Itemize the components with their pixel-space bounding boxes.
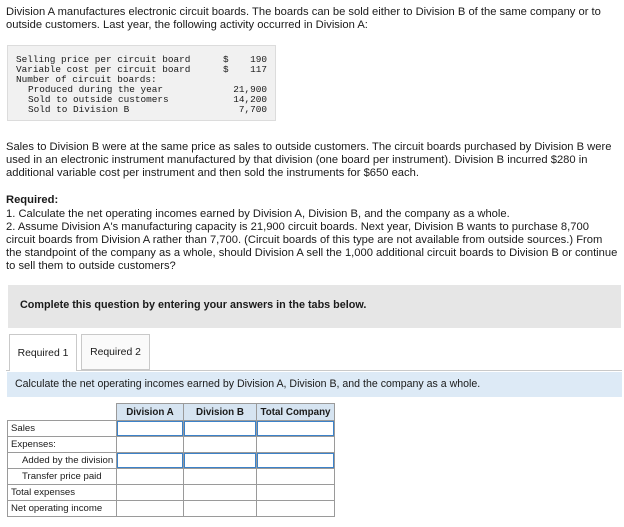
data-row-value: 117 bbox=[250, 64, 267, 76]
row-label: Transfer price paid bbox=[8, 469, 117, 485]
data-row-value: 14,200 bbox=[233, 94, 267, 106]
given-data-table bbox=[7, 45, 276, 121]
instruction-text: Calculate the net operating incomes earned by Division A, Division B, and the company as a whole. bbox=[15, 378, 481, 390]
sales-total-input[interactable] bbox=[257, 421, 334, 436]
transfer-division-b-cell[interactable] bbox=[184, 469, 257, 485]
empty-cell bbox=[117, 437, 184, 453]
data-row-label: Variable cost per circuit board bbox=[16, 64, 191, 76]
data-row-currency: $ bbox=[223, 54, 229, 65]
empty-cell bbox=[257, 437, 335, 453]
answer-row-noi bbox=[8, 501, 335, 517]
total-exp-division-a-cell[interactable] bbox=[117, 485, 184, 501]
complete-prompt: Complete this question by entering your answers in the tabs below. bbox=[20, 299, 367, 311]
answer-header-row bbox=[8, 404, 335, 421]
sales-total-cell[interactable] bbox=[257, 421, 335, 437]
noi-division-b-cell[interactable] bbox=[184, 501, 257, 517]
row-label: Sales bbox=[8, 421, 117, 437]
transfer-total-cell[interactable] bbox=[257, 469, 335, 485]
header-division-a: Division A bbox=[117, 404, 184, 421]
answer-row-transfer bbox=[8, 469, 335, 485]
added-total-input[interactable] bbox=[257, 453, 334, 468]
row-label: Added by the division bbox=[8, 453, 117, 469]
data-row-value: 190 bbox=[250, 54, 267, 65]
sales-division-b-input[interactable] bbox=[184, 421, 256, 436]
empty-cell bbox=[184, 437, 257, 453]
complete-question-banner bbox=[8, 285, 621, 328]
row-label: Expenses: bbox=[8, 437, 117, 453]
problem-details: Sales to Division B were at the same price as sales to outside customers. The circuit boards purchased by Division B were used in an electronic instrument manufactured by that division (one board per instrument). Division B incurred $280 in additional variable cost per instrument and then sold the instruments for $650 each. bbox=[6, 141, 612, 179]
tab-required-2[interactable]: Required 2 bbox=[81, 334, 150, 370]
sales-division-a-cell[interactable] bbox=[117, 421, 184, 437]
sales-division-a-input[interactable] bbox=[117, 421, 183, 436]
header-total-company: Total Company bbox=[257, 404, 335, 421]
answer-table bbox=[7, 403, 335, 517]
answer-row-sales bbox=[8, 421, 335, 437]
noi-division-a-cell[interactable] bbox=[117, 501, 184, 517]
data-row-currency: $ bbox=[223, 64, 229, 76]
data-row-label: Number of circuit boards: bbox=[16, 74, 157, 86]
row-label: Net operating income bbox=[8, 501, 117, 517]
required-list bbox=[6, 208, 618, 273]
problem-intro: Division A manufactures electronic circuit boards. The boards can be sold either to Division B of the same company or to outside customers. Last year, the following activity occurred in Division A: bbox=[6, 6, 601, 31]
data-row-value: 7,700 bbox=[238, 104, 267, 116]
data-row bbox=[8, 105, 275, 115]
data-row-label: Sold to outside customers bbox=[28, 94, 169, 106]
row-label: Total expenses bbox=[8, 485, 117, 501]
required-item-1: 1. Calculate the net operating incomes earned by Division A, Division B, and the company as a whole. bbox=[6, 208, 510, 220]
data-row-label: Selling price per circuit board bbox=[16, 54, 191, 65]
noi-total-cell[interactable] bbox=[257, 501, 335, 517]
added-division-b-cell[interactable] bbox=[184, 453, 257, 469]
total-exp-division-b-cell[interactable] bbox=[184, 485, 257, 501]
transfer-division-a-cell[interactable] bbox=[117, 469, 184, 485]
total-exp-total-cell[interactable] bbox=[257, 485, 335, 501]
header-division-b: Division B bbox=[184, 404, 257, 421]
instruction-bar bbox=[7, 372, 622, 397]
tab-divider bbox=[6, 370, 622, 371]
answer-row-total-expenses bbox=[8, 485, 335, 501]
added-division-a-cell[interactable] bbox=[117, 453, 184, 469]
data-row-label: Sold to Division B bbox=[28, 104, 130, 116]
answer-row-added bbox=[8, 453, 335, 469]
added-division-b-input[interactable] bbox=[184, 453, 256, 468]
required-item-2: 2. Assume Division A's manufacturing capacity is 21,900 circuit boards. Next year, Division B wants to purchase 8,700 circuit boards from Division A rather than 7,700. (Circuit boards of this type are not available from outside sources.) From the standpoint of the company as a whole, should Division A sell the 1,000 additional circuit boards to Division B or continue to sell them to outside customers? bbox=[6, 221, 618, 272]
added-division-a-input[interactable] bbox=[117, 453, 183, 468]
answer-row-expenses bbox=[8, 437, 335, 453]
sales-division-b-cell[interactable] bbox=[184, 421, 257, 437]
header-blank bbox=[8, 404, 117, 421]
data-row-value: 21,900 bbox=[233, 84, 267, 96]
added-total-cell[interactable] bbox=[257, 453, 335, 469]
required-heading: Required: bbox=[6, 194, 59, 206]
tab-required-1[interactable]: Required 1 bbox=[9, 334, 77, 371]
data-row-label: Produced during the year bbox=[28, 84, 164, 96]
